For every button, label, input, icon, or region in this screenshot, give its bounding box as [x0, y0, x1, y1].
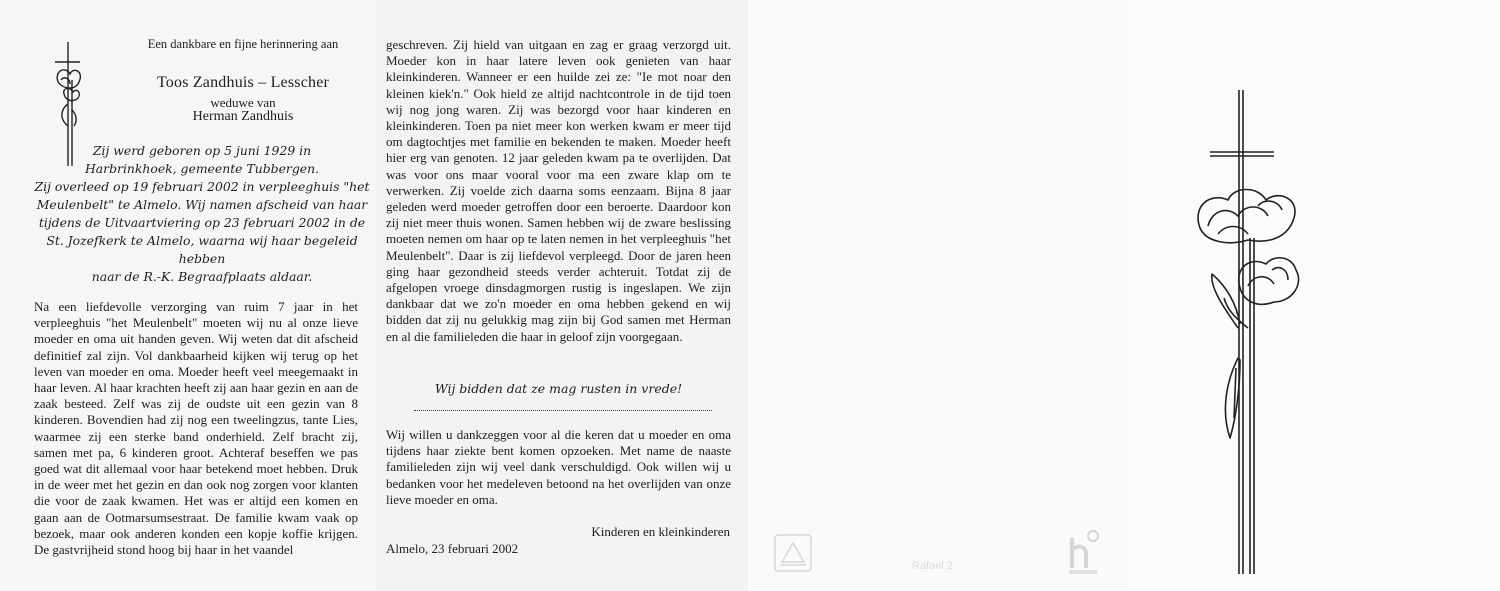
memorial-text-part2: geschreven. Zij hield van uitgaan en zag er graag verzorgd uit. Moeder kon in haar latere leven ook genieten van haar kleinkinderen. Wanneer er een huilde zei ze: "Ie mot noar den kleinen kiek'n." Ook hield ze altijd nachtcontrole in de tijd toen wij nog jong waren. Zij was bezorgd voor haar kinderen en kleinkinderen. Toen pa niet meer kon werken kwam er meer tijd om dagtochtjes met familie en bekenden te maken. Moeder heeft hier erg van genoten. 12 jaar geleden kwam pa te overlijden. Dat was voor ons maar vooral voor ma een zware klap om te verwerken. Zij voelde zich daarna soms eenzaam. Bijna 8 jaar geleden werd moeder getroffen door een beroerte. Daardoor kon zij niet meer thuis wonen. Samen hebben wij de zware beslissing moeten nemen om haar op te laten nemen in het verpleeghuis "het Meulenbelt". Daar is zij liefdevol verpleegd. Door de jaren heen ging haar gezondheid steeds verder achteruit. Totdat zij de afgelopen vroege dinsdagmorgen rustig is ingeslapen. We zijn dankbaar dat we zo'n moeder en oma hebben gekend en wij bidden dat zij nu gelukkig mag zijn bij God samen met Herman en al die familieleden die haar in geloof zijn voorgegaan. [386, 37, 731, 344]
widow-of-label: weduwe van [210, 95, 276, 110]
bio-line: St. Jozefkerk te Almelo, waarna wij haar begeleid hebben [46, 233, 358, 266]
printer-logo-icon [774, 534, 812, 572]
husband-name: Herman Zandhuis [192, 109, 294, 124]
bio-line: tijdens de Uitvaartviering op 23 februari 2002 in de [38, 215, 366, 230]
memorial-text-part1: Na een liefdevolle verzorging van ruim 7 jaar in het verpleeghuis "het Meulenbelt" moeten wij nu al onze lieve moeder en oma uit handen geven. Wij weten dat dit afscheid definitief zal zijn. Vol dankbaarheid kijken wij terug op het leven van moeder en oma. Moeder heeft veel meegemaakt in haar leven. Al haar krachten heeft zij aan haar gezin en aan de zaak besteed. Zelf was zij de oudste uit een gezin van 8 kinderen. Bovendien had zij nog een tweelingzus, tante Lies, waarmee zij een sterke band onderhield. Zelf bracht zij, samen met pa, 6 kinderen groot. Achteraf beseffen we pas goed wat dit allemaal voor haar betekend moet hebben. Druk in de weer met het gezin en dan ook nog zorgen voor klanten die voor de zaak kwamen. Het was er altijd een komen en gaan aan de Ootmarsumsestraat. De familie kwam vaak op bezoek, maar ook anderen konden een kopje koffie krijgen. De gastvrijheid stond hoog bij haar in het vaandel [34, 299, 358, 558]
bio-line: Harbrinkhoek, gemeente Tubbergen. [84, 161, 320, 176]
bio-line: Zij werd geboren op 5 juni 1929 in [92, 143, 312, 158]
bio-line: Zij overleed op 19 februari 2002 in verpleeghuis "het [34, 179, 370, 194]
card-panel-back [748, 0, 1128, 591]
biography-block [34, 142, 370, 286]
dotted-divider [414, 410, 712, 411]
prayer-line: Wij bidden dat ze mag rusten in vrede! [434, 381, 683, 396]
bio-line: naar de R.-K. Begraafplaats aldaar. [91, 269, 313, 284]
thanks-text: Wij willen u dankzeggen voor al die keren dat u moeder en oma tijdens haar ziekte bent komen opzoeken. Met name de naaste familieleden zijn wij veel dank verschuldigd. Ook willen wij u bedanken voor het medeleven betoond na het overlijden van onze lieve moeder en oma. [386, 427, 731, 507]
place-date: Almelo, 23 februari 2002 [386, 541, 519, 556]
signature: Kinderen en kleinkinderen [591, 524, 730, 539]
bio-line: Meulenbelt" te Almelo. Wij namen afscheid van haar [36, 197, 368, 212]
intro-line: Een dankbare en fijne herinnering aan [147, 37, 339, 51]
card-panel-cover [1128, 0, 1500, 591]
printer-logo-icon [1066, 528, 1102, 576]
card-panel-center [376, 0, 748, 591]
cross-with-poppies-icon [1188, 88, 1338, 578]
deceased-name: Toos Zandhuis – Lesscher [156, 74, 330, 91]
printer-mark: Rafael 2 [912, 560, 953, 572]
card-panel-left [0, 0, 376, 591]
